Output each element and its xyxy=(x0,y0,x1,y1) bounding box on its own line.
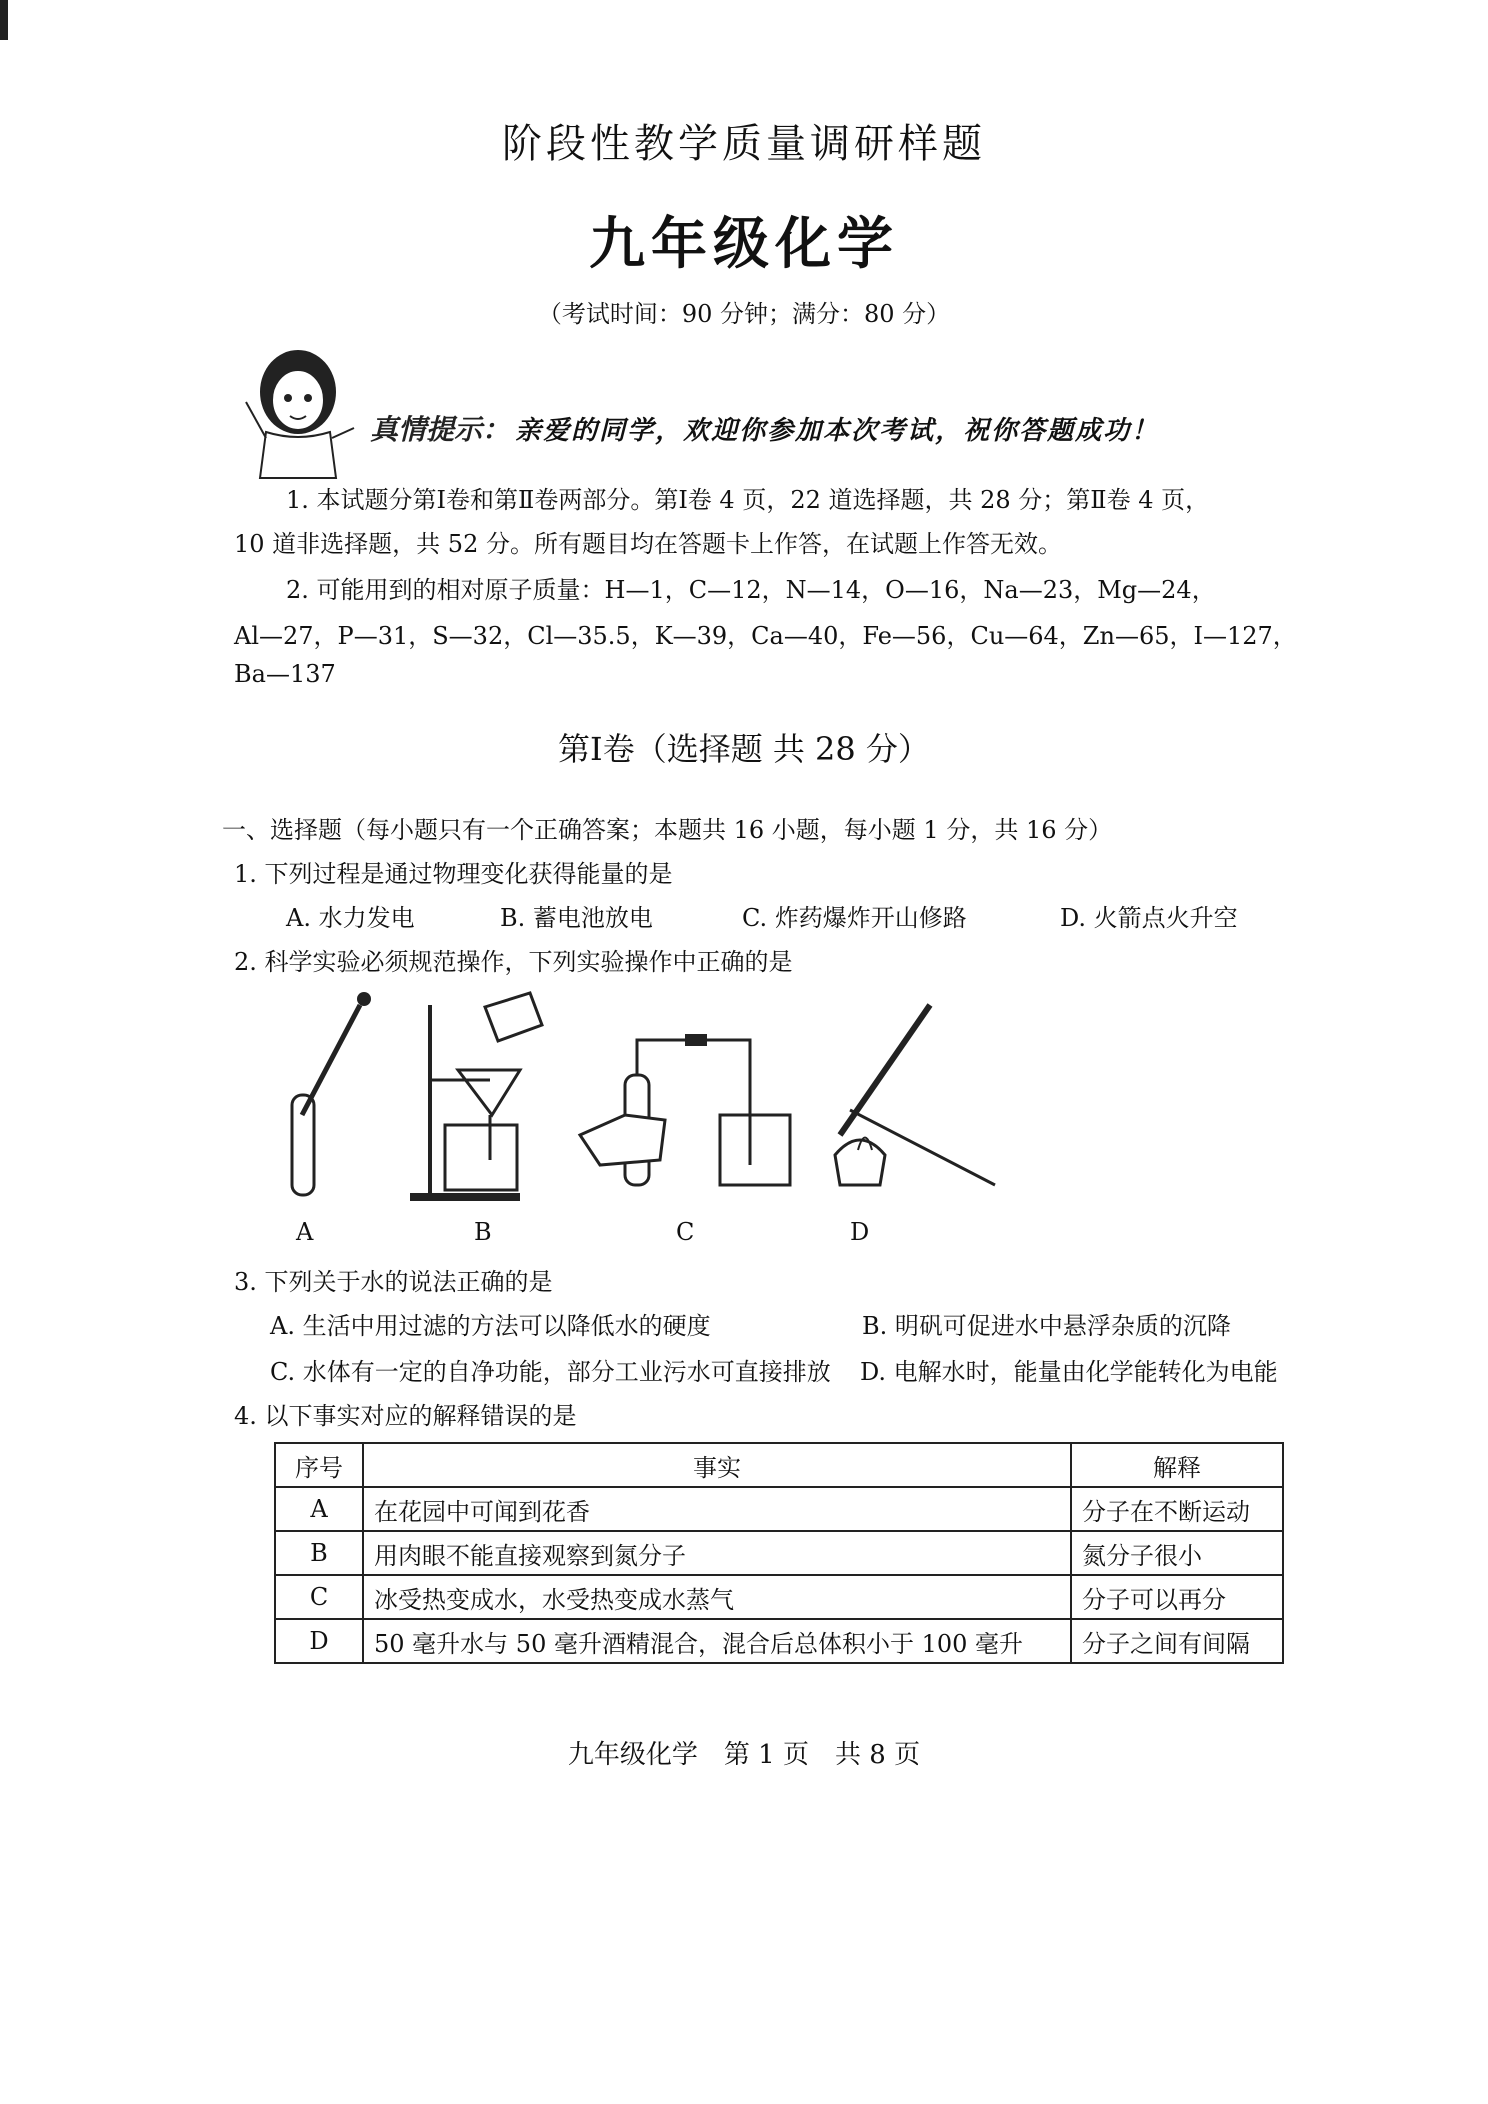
table-row xyxy=(275,1531,1283,1575)
question-stem: 1. 下列过程是通过物理变化获得能量的是 xyxy=(234,860,673,888)
table-cell: 50 毫升水与 50 毫升酒精混合，混合后总体积小于 100 毫升 xyxy=(363,1619,1071,1663)
scan-edge-mark xyxy=(0,0,8,40)
hint-text: 亲爱的同学，欢迎你参加本次考试，祝你答题成功！ xyxy=(515,416,1160,446)
question-stem: 2. 科学实验必须规范操作，下列实验操作中正确的是 xyxy=(234,948,793,976)
question-stem: 3. 下列关于水的说法正确的是 xyxy=(234,1268,553,1296)
table-cell: 在花园中可闻到花香 xyxy=(363,1487,1071,1531)
option-d: D. 电解水时，能量由化学能转化为电能 xyxy=(860,1358,1278,1386)
figure-label-d: D xyxy=(850,1218,870,1246)
figure-label-a: A xyxy=(296,1218,314,1246)
table-header: 序号 xyxy=(275,1443,363,1487)
note-line: 2. 可能用到的相对原子质量：H—1，C—12，N—14，O—16，Na—23，Mg—24， xyxy=(286,576,1216,604)
table-cell: 冰受热变成水，水受热变成水蒸气 xyxy=(363,1575,1071,1619)
part-heading: 一、选择题（每小题只有一个正确答案；本题共 16 小题，每小题 1 分，共 16 分） xyxy=(222,816,1113,844)
hint-colon: ： xyxy=(482,413,511,446)
table-cell: D xyxy=(275,1619,363,1663)
question-stem: 4. 以下事实对应的解释错误的是 xyxy=(234,1402,577,1430)
section-title: 第Ⅰ卷（选择题 共 28 分） xyxy=(558,730,930,768)
heating-tube-icon xyxy=(835,1005,995,1185)
table-cell: 分子可以再分 xyxy=(1071,1575,1283,1619)
table-cell: 氮分子很小 xyxy=(1071,1531,1283,1575)
option-b: B. 明矾可促进水中悬浮杂质的沉降 xyxy=(862,1312,1231,1340)
table-cell: A xyxy=(275,1487,363,1531)
option-a: A. 水力发电 xyxy=(286,904,415,932)
dropper-in-tube-icon xyxy=(292,992,371,1195)
filtration-stand-icon xyxy=(410,993,542,1201)
cartoon-teacher-icon xyxy=(236,342,356,482)
table-cell: C xyxy=(275,1575,363,1619)
exam-info: （考试时间：90 分钟；满分：80 分） xyxy=(537,300,951,328)
table-header: 解释 xyxy=(1071,1443,1283,1487)
table-cell: 分子在不断运动 xyxy=(1071,1487,1283,1531)
table-row xyxy=(275,1575,1283,1619)
lab-apparatus-figure xyxy=(280,985,1020,1205)
option-a: A. 生活中用过滤的方法可以降低水的硬度 xyxy=(270,1312,711,1340)
figure-label-b: B xyxy=(474,1218,492,1246)
table-row xyxy=(275,1487,1283,1531)
exam-title: 阶段性教学质量调研样题 xyxy=(502,121,986,167)
table-cell: 用肉眼不能直接观察到氮分子 xyxy=(363,1531,1071,1575)
facts-table xyxy=(274,1442,1284,1664)
table-header-row xyxy=(275,1443,1283,1487)
note-line: 10 道非选择题，共 52 分。所有题目均在答题卡上作答，在试题上作答无效。 xyxy=(234,530,1062,558)
page-footer: 九年级化学 第 1 页 共 8 页 xyxy=(567,1740,921,1770)
table-cell: B xyxy=(275,1531,363,1575)
option-b: B. 蓄电池放电 xyxy=(500,904,653,932)
table-row xyxy=(275,1619,1283,1663)
note-line: Al—27，P—31，S—32，Cl—35.5，K—39，Ca—40，Fe—56，Cu—64，Zn—65，I—127， xyxy=(234,622,1297,650)
note-line: 1. 本试题分第Ⅰ卷和第Ⅱ卷两部分。第Ⅰ卷 4 页，22 道选择题，共 28 分；第Ⅱ卷 4 页， xyxy=(286,486,1210,514)
table-header: 事实 xyxy=(363,1443,1071,1487)
option-c: C. 水体有一定的自净功能，部分工业污水可直接排放 xyxy=(270,1358,831,1386)
note-line: Ba—137 xyxy=(234,660,336,688)
table-cell: 分子之间有间隔 xyxy=(1071,1619,1283,1663)
option-c: C. 炸药爆炸开山修路 xyxy=(742,904,967,932)
hint-label: 真情提示 xyxy=(370,413,483,446)
airtightness-check-icon xyxy=(580,1034,790,1185)
option-d: D. 火箭点火升空 xyxy=(1060,904,1238,932)
figure-label-c: C xyxy=(676,1218,695,1246)
subject-title: 九年级化学 xyxy=(589,211,899,277)
hint-banner xyxy=(370,408,1159,448)
